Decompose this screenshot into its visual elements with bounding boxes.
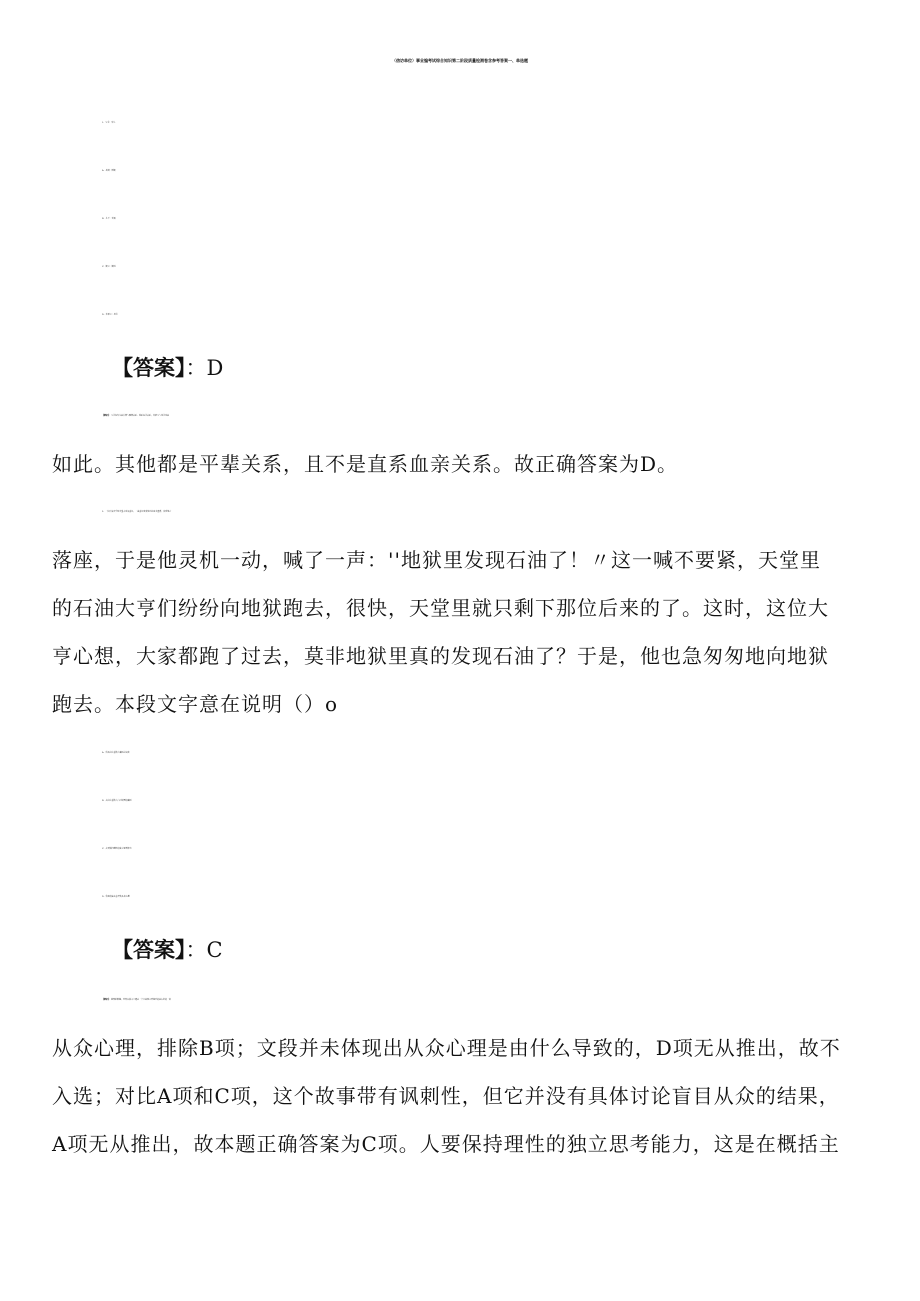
q1-answer-value: ：D xyxy=(185,356,224,380)
q1-stem: 1、父亲：女儿 xyxy=(102,122,116,124)
q2-answer-label: 【答案】 xyxy=(112,938,186,962)
q2-option-d: D、信息的缺失会导致从众心理 xyxy=(102,896,130,898)
q2-analysis-line-3: 入选；对比A项和C项，这个故事带有讽刺性，但它并没有具体讨论盲目从众的结果， xyxy=(52,1084,840,1108)
q2-option-b: B、人往往会陷入自己设置的骗局 xyxy=(102,800,132,802)
q2-stem-line-4: 亨心想，大家都跑了过去，莫非地狱里真的发现石油了？于是，他也急匆匆地向地狱 xyxy=(52,644,829,668)
q2-answer xyxy=(112,926,223,974)
q1-analysis-text-1: ：父亲和女儿是长辈与晚辈关系、直系血亲关系，外祖父与母亲也是 xyxy=(109,415,170,417)
q1-analysis-line-2: 如此。其他都是平辈关系，且不是直系血亲关系。故正确答案为D。 xyxy=(52,452,679,476)
q2-analysis-line-4: A项无从推出，故本题正确答案为C项。人要保持理性的独立思考能力，这是在概括主 xyxy=(52,1132,840,1156)
q2-analysis-text-1: ：意图推断题。显然本段文字通过一个小故事主要揭示的是人们的一种 xyxy=(109,999,172,1001)
document-title: （信访单位）事业编考试综合知识第二阶段质量检测卷含参考答案一、单选题 xyxy=(392,58,528,63)
q2-option-a: A、盲从往往会陷入骗局或失败 xyxy=(102,752,130,754)
q1-option-c: C、姨父：姨妈 xyxy=(102,266,116,268)
q2-answer-value: ：C xyxy=(185,938,223,962)
q2-option-c: C、人要保持理性的独立思考能力 xyxy=(102,848,132,850)
q1-answer-label: 【答案】 xyxy=(112,356,186,380)
q1-analysis-line-1 xyxy=(102,392,920,440)
q1-analysis-label: 【解析】 xyxy=(102,415,110,417)
q1-answer xyxy=(112,344,223,392)
q1-option-b: B、儿子：女婿 xyxy=(102,218,116,220)
q2-stem-line-2: 落座，于是他灵机一动，喊了一声：''地狱里发现石油了！〃这一喊不要紧，天堂里 xyxy=(52,548,821,572)
q2-analysis-line-2: 从众心理，排除B项；文段并未体现出从众心理是由什么导致的，D项无从推出，故不 xyxy=(52,1036,841,1060)
q2-stem-line-1: 2、一位石油大亨到天堂去参加会议，一进会议室发现已经座无虚席，没有地方 xyxy=(102,511,172,513)
q2-analysis-line-1 xyxy=(102,976,920,1024)
q2-analysis-label: 【解析】 xyxy=(102,999,110,1001)
q2-stem-line-5: 跑去。本段文字意在说明（）o xyxy=(52,692,339,716)
q2-stem-line-3: 的石油大亨们纷纷向地狱跑去，很快，天堂里就只剩下那位后来的了。这时，这位大 xyxy=(52,596,829,620)
q1-option-a: A、叔叔：阿姨 xyxy=(102,170,116,172)
q1-option-d: D、外祖父：母亲 xyxy=(102,314,118,316)
